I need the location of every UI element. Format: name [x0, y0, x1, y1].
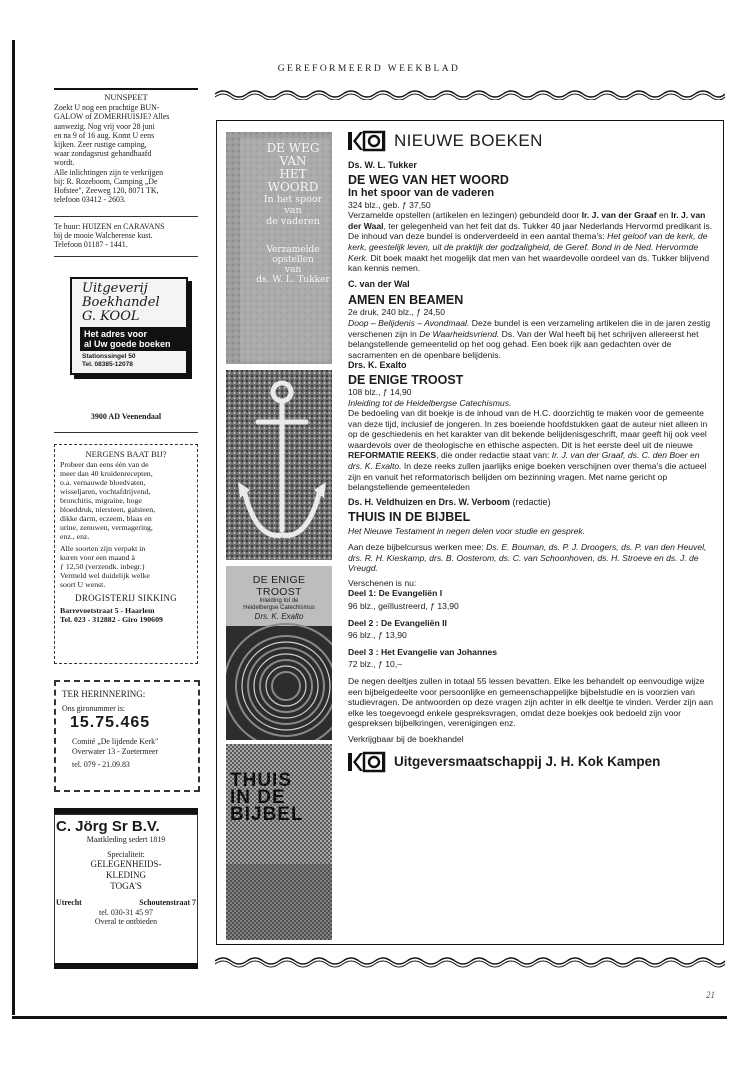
ad-text-line: waar zondagsrust gehandhaafd: [54, 149, 152, 159]
divider: [54, 256, 198, 257]
kool-address: [72, 351, 186, 370]
cover-line: HET WOORD: [267, 167, 319, 194]
book-description: [348, 318, 716, 360]
deel-meta: 96 blz., ƒ 13,90: [348, 630, 407, 641]
book-description: De negen deeltjes zullen in totaal 55 lessen bevatten. Elke les behandelt op eenvoudige wijze een bijbelgedeelte voor persoonlijke en gemeenschappelijke bijbelstudie en is voorzien van studievragen. De antwoorden op deze vragen zijn achter in elk deeltje te vinden. Verder zijn aan elke les toegevoegd enkele gespreksvragen, omdat deze boekjes ook bedoeld zijn voor gespreksen bijbelkringen, verenigingen enz.: [348, 675, 713, 729]
ad-text-line: Hofstee", Zeeweg 120, 8071 TK,: [54, 186, 159, 196]
ad-text-line: Vermeld wel duidelijk welke: [60, 571, 150, 580]
book-meta: 324 blz., geb. ƒ 37,50: [348, 199, 431, 210]
ad-kool: [70, 277, 188, 375]
cover-line: BIJBEL: [230, 804, 304, 825]
book-meta: 108 blz., ƒ 14,90: [348, 386, 412, 397]
kool-line: Stationssingel 50: [82, 353, 136, 360]
divider: [54, 216, 198, 217]
book-description: [348, 408, 716, 493]
cover-de-weg-van-het-woord: [226, 132, 332, 364]
kok-logo-icon: [348, 751, 386, 773]
ad-text-line: GALOW of ZOMERHUISJE? Alles: [54, 112, 170, 122]
herinnering-line: Comité „De lijdende Kerk": [72, 737, 159, 747]
desc-part: In deze reeks zullen jaarlijks enige boeken verschijnen over thema's die actueel zijn en vanuit het reformatorisch belijden om bezinning vragen. Met name gericht op belangstellende gemeenteleden: [348, 461, 707, 493]
ad-text-line: wordt.: [54, 158, 75, 168]
jorg-spec-line: TOGA'S: [110, 881, 142, 892]
ad-text-line: Te huur: HUIZEN en CARAVANS: [54, 222, 165, 231]
book-title: THUIS IN DE BIJBEL: [348, 510, 471, 525]
ad-text-line: bloeddruk, niersteen, galsteen,: [60, 505, 156, 514]
ad-text-line: Alle soorten zijn verpakt in: [60, 544, 146, 553]
deel-title: Deel 1: De Evangeliën I: [348, 588, 443, 599]
book-author: Ds. W. L. Tukker: [348, 160, 417, 170]
ad-text-line: soort U wenst.: [60, 580, 106, 589]
kok-logo-icon: [348, 130, 386, 152]
desc-part: en: [656, 210, 671, 221]
page-bottom-rule: [12, 1016, 727, 1019]
desc-part: Dit boek maakt het mogelijk dat men van het waardevolle oordeel van ds. Tukker blijvend kan kennis nemen.: [348, 252, 710, 274]
cover-line: Heidelbergse Catechismus: [243, 605, 315, 611]
ad-text-line: urine, zenuwen, vermagering,: [60, 523, 153, 532]
cover-line: In het spoor van: [263, 194, 323, 216]
ad-herinnering: [62, 690, 192, 769]
cover-line: de vaderen: [266, 216, 320, 227]
cover-text: [229, 574, 329, 622]
book-title: DE WEG VAN HET WOORD: [348, 172, 509, 187]
cover-line: DE WEG: [266, 141, 320, 155]
book-subtitle: Inleiding tot de Heidelbergse Catechismus.: [348, 397, 512, 408]
section-title: NIEUWE BOEKEN: [394, 131, 543, 150]
desc-part: REFORMATIE REEKS: [348, 450, 437, 461]
desc-part: Doop – Belijdenis – Avondmaal.: [348, 317, 470, 328]
herinnering-label: Ons gironummer is:: [62, 704, 126, 714]
ad-text-line: wisseljaren, vochtafdrijvend,: [60, 487, 151, 496]
cover-line: IN DE: [230, 787, 286, 808]
kool-line: G. KOOL: [82, 309, 140, 324]
book-author: [348, 497, 716, 508]
jorg-address-row: [56, 898, 196, 907]
kool-line: al Uw goede boeken: [84, 339, 171, 349]
wave-border-top: [215, 88, 725, 100]
jorg-spec-line: KLEDING: [106, 870, 146, 881]
ad-text-line: ƒ 12,50 (verzendk. inbegr.): [60, 562, 145, 571]
book-subtitle: Het Nieuwe Testament in negen delen voor studie en gesprek.: [348, 526, 586, 537]
book-description: [348, 210, 716, 274]
book-subtitle: In het spoor van de vaderen: [348, 186, 495, 199]
book-author: C. van der Wal: [348, 278, 410, 289]
section-heading-row: [348, 130, 716, 152]
ad-text-line: dikke darm, eczeem, blaas en: [60, 514, 152, 523]
kool-line: Het adres voor: [84, 329, 148, 339]
verschenen-label: Verschenen is nu:: [348, 577, 417, 588]
ad-nunspeet: [54, 93, 198, 204]
jorg-phone: tel. 030-31 45 97: [99, 907, 153, 917]
ad-text-line: Alle inlichtingen zijn te verkrijgen: [54, 167, 164, 177]
desc-part: Ir. J. van der Waal: [348, 210, 706, 231]
page-number: 21: [706, 990, 715, 1000]
ad-text-line: bij de mooie Walcherense kust.: [54, 231, 153, 241]
desc-part: De bedoeling van dit boekje is de inhoud van de H.C. doorzichtig te maken voor de gemeente van deze tijd, inclusief de jongeren. In zes boeiende hoofdstukken gaat de auteur niet alleen in op de geschiedenis en het karakter van dit bekende belijdenisgeschrift, maar geeft hij ook veel waardevols over de theologische en ethische aspecten. Dit is het eerste deel uit de nieuwe: [348, 408, 708, 450]
giro-number: 15.75.465: [70, 714, 151, 732]
publisher-name: Uitgeversmaatschappij J. H. Kok Kampen: [394, 753, 661, 769]
cover-line: ds. W. L. Tukker: [256, 275, 330, 285]
herinnering-phone: tel. 079 - 21.09.83: [72, 759, 130, 769]
ad-sikking: [60, 450, 192, 624]
cover-line: THUIS: [230, 770, 292, 791]
cover-line: Drs. K. Exalto: [254, 612, 304, 621]
jorg-spec-line: GELEGENHEIDS-: [90, 859, 162, 870]
ad-text-line: en na 9 of 16 aug. Komt U eens: [54, 130, 155, 140]
cover-line: opstellen: [272, 255, 314, 265]
book-title: DE ENIGE TROOST: [348, 372, 464, 387]
desc-part: Deze bundel is een verzameling artikelen die in de jaren zestig verschenen zijn in: [348, 317, 711, 339]
cover-thuis-in-de-bijbel: [226, 744, 332, 940]
cover-line: VAN: [279, 154, 307, 168]
ad-text-line: aanwezig. Nog vrij voor 28 juni: [54, 121, 155, 131]
ad-text-line: Zoekt U nog een prachtige BUN-: [54, 103, 160, 113]
page-left-edge: [12, 40, 15, 1015]
ad-sikking-heading: NERGENS BAAT BIJ?: [85, 449, 167, 459]
kool-line: Tel. 08385-12078: [82, 360, 133, 368]
herinnering-line: Overwater 13 - Zoetermeer: [72, 746, 159, 756]
cover-de-enige-troost: [226, 566, 332, 740]
ad-huizen: [54, 222, 198, 250]
wave-border-bottom: [215, 956, 725, 968]
ad-text-line: o.a. vernauwde bloedvaten,: [60, 478, 146, 487]
desc-part: , die onder redactie staat van:: [436, 450, 552, 461]
jorg-address: Schoutenstraat 7: [139, 898, 196, 908]
sikking-phone: Tel. 023 - 312882 - Giro 190609: [60, 615, 163, 624]
book-author: Drs. K. Exalto: [348, 360, 407, 371]
jorg-spec-label: Specialiteit:: [107, 850, 145, 860]
divider: [54, 432, 198, 433]
book-meta: 2e druk, 240 blz., ƒ 24,50: [348, 307, 445, 318]
sikking-name: DROGISTERIJ SIKKING: [75, 593, 177, 603]
book-title: AMEN EN BEAMEN: [348, 293, 464, 308]
book-contributors: [348, 542, 716, 574]
ad-text-line: telefoon 03412 - 2603.: [54, 195, 126, 205]
sikking-address: Barrevoetstraat 5 - Haarlem: [60, 606, 155, 615]
deel-meta: 72 blz., ƒ 10,–: [348, 659, 402, 670]
ad-text-line: bij: R. Rozeboom, Camping „De: [54, 176, 158, 186]
ad-text-line: Probeer dan eens één van de: [60, 460, 149, 469]
kool-city: 3900 AD Veenendaal: [90, 412, 162, 421]
author-note: (redactie): [510, 496, 551, 507]
ad-text-line: kijken. Zeer rustige camping,: [54, 140, 147, 150]
ad-nunspeet-heading: NUNSPEET: [104, 92, 148, 102]
kool-slogan: [80, 327, 186, 351]
nieuwe-boeken-column: [348, 130, 716, 773]
kool-script-name: [72, 279, 186, 324]
herinnering-heading: TER HERINNERING:: [62, 689, 146, 699]
jorg-closing: Overal te ontbieden: [94, 916, 158, 926]
desc-part: Ir. J. van der Graaf: [581, 210, 657, 221]
desc-part: Ds. Van der Wal heeft bij het schrijven allereerst het belangstellende gemeentelid op het oog gehad. Een boek rijk aan gedachten over de sacramenten en de openbare belijdenis.: [348, 328, 699, 360]
deel-title: Deel 2 : De Evangeliën II: [348, 617, 447, 628]
desc-part: Verzamelde opstellen (artikelen en lezingen) gebundeld door: [348, 210, 582, 221]
ad-text-line: meer dan 40 kruidenrecepten,: [60, 469, 153, 478]
ad-text-line: Telefoon 01187 - 1441.: [54, 240, 128, 250]
jorg-sub: Maatkleding sedert 1819: [86, 835, 166, 844]
jorg-bottom-bar: [54, 963, 198, 969]
desc-part: De Waarheidsvriend.: [419, 328, 500, 339]
deel-meta: 96 blz., geïllustreerd, ƒ 13,90: [348, 601, 459, 611]
left-column-top-rule: [54, 88, 198, 90]
deel-title: Deel 3 : Het Evangelie van Johannes: [348, 646, 498, 657]
ad-text-line: kuren voor een maand à: [60, 553, 135, 562]
desc-part: Het geloof van de kerk, de kerk, geestelijk leven, uit de praktijk der godzaligheid, de Geref. Bond in de Ned. Hervormde Kerk.: [348, 231, 708, 263]
cover-line: van: [284, 265, 302, 275]
kool-line: Uitgeverij: [82, 281, 148, 296]
jorg-name: C. Jörg Sr B.V.: [56, 818, 160, 835]
cover-line: DE ENIGE TROOST: [252, 574, 306, 598]
desc-part: Aan deze bijbelcursus werken mee:: [348, 542, 487, 553]
publisher-row: [348, 751, 716, 773]
desc-part: , ter gelegenheid van het feit dat ds. Tukker 40 jaar Nederlands Hervormd predikant is. De inhoud van deze bundel is onderverdeeld in een aantal thema's:: [348, 220, 713, 242]
availability-note: Verkrijgbaar bij de boekhandel: [348, 733, 464, 744]
author-names: Ds. H. Veldhuizen en Drs. W. Verboom: [348, 496, 511, 507]
desc-part: Ir. J. van der Graaf, ds. C. den Boer en drs. K. Exalto.: [348, 450, 700, 472]
kool-book-graphic: [70, 277, 188, 375]
cover-line: Verzamelde: [266, 245, 320, 255]
kool-line: Boekhandel: [82, 295, 160, 310]
ad-text-line: bronchitis, migraine, hoge: [60, 496, 142, 505]
ad-text-line: enz., enz.: [60, 532, 90, 541]
jorg-city: Utrecht: [56, 898, 82, 908]
cover-line: Inleiding tot de: [259, 598, 299, 604]
page-header: GEREFORMEERD WEEKBLAD: [277, 64, 461, 74]
ad-jorg: [56, 818, 196, 926]
desc-part: Ds. E. Bouman, ds. P. J. Droogers, ds. P. van den Heuvel, drs. R. H. Kieskamp, drs. B. Oosterom, ds. C. van Schoonhoven, ds. H. Stroeve en ds. J. de Vreugd.: [348, 542, 707, 574]
cover-text: [254, 142, 332, 285]
cover-text: [230, 772, 330, 823]
cover-amen-en-beamen: [226, 370, 332, 560]
